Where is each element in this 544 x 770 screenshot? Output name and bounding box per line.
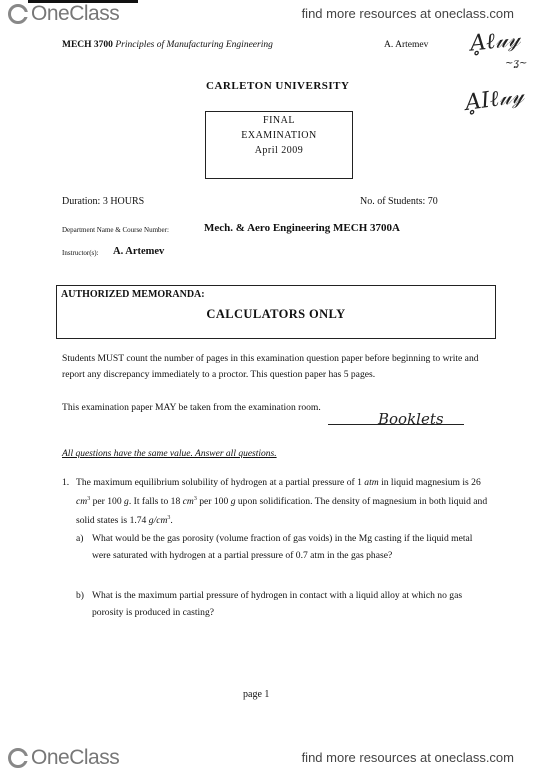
student-count: No. of Students: 70 (360, 196, 438, 207)
oneclass-logo-text: OneClass (31, 2, 120, 25)
q-text-part: per 100 (196, 496, 231, 508)
signature-mark: ḀIℓ𝓊𝓎 (463, 83, 526, 116)
top-banner (0, 0, 544, 30)
exam-title-box (205, 111, 353, 179)
handwritten-note: Booklets (378, 410, 444, 428)
all-questions-note: All questions have the same value. Answer all questions. (62, 449, 277, 459)
q-text-part: in liquid magnesium is 26 (378, 477, 481, 488)
department-label: Department Name & Course Number: (62, 226, 169, 234)
subquestion-a-text: What would be the gas porosity (volume fraction of gas voids) in the Mg casting if the liquid metal were saturated with hydrogen at a partial pressure of 0.7 atm in the gas phase? (92, 533, 473, 561)
course-code: MECH 3700 (62, 40, 113, 50)
oneclass-logo[interactable] (8, 746, 119, 770)
exam-box-line: EXAMINATION (241, 130, 317, 141)
q-unit: g (230, 496, 236, 508)
q-text-part: . (170, 515, 173, 527)
q-unit: g (124, 496, 129, 508)
q-unit: atm (364, 477, 379, 488)
find-resources-link[interactable]: find more resources at oneclass.com (301, 750, 514, 765)
oneclass-logo-icon (8, 748, 28, 768)
oneclass-logo-text: OneClass (31, 746, 120, 769)
q-text-part: per 100 (90, 496, 125, 508)
subquestion-b-label: b) (76, 590, 84, 601)
oneclass-logo-icon (8, 4, 28, 24)
memoranda-box (56, 285, 496, 339)
signature-mark: Ḁℓ𝓊𝓎 (468, 26, 522, 57)
subquestion-a-label: a) (76, 533, 84, 544)
department-value: Mech. & Aero Engineering MECH 3700A (204, 222, 400, 234)
instructions-paragraph: Students MUST count the number of pages in this examination question paper before beginning to write and report any discrepancy immediately to a proctor. This question paper has 5 pages. (62, 353, 479, 380)
subquestion-b-text: What is the maximum partial pressure of hydrogen in contact with a liquid alloy at which no gas porosity is produced in casting? (92, 590, 463, 618)
oneclass-logo[interactable] (8, 2, 119, 26)
find-resources-link[interactable]: find more resources at oneclass.com (301, 6, 514, 21)
exam-duration: Duration: 3 HOURS (62, 196, 145, 207)
course-name: Principles of Manufacturing Engineering (115, 40, 273, 50)
bottom-banner (0, 740, 544, 770)
exam-box-line: FINAL (263, 115, 295, 126)
q-unit: cm (76, 496, 88, 508)
page-number: page 1 (243, 689, 270, 700)
q-unit: g/cm (148, 515, 168, 527)
q-text-part: . It falls to 18 (128, 496, 183, 508)
removal-statement: This examination paper MAY be taken from the examination room. (62, 402, 321, 413)
course-header (62, 40, 273, 50)
university-name: CARLETON UNIVERSITY (206, 80, 350, 92)
header-author: A. Artemev (384, 40, 429, 50)
memoranda-title: AUTHORIZED MEMORANDA: (61, 289, 205, 300)
exam-box-line: April 2009 (254, 145, 304, 156)
q-text-part: upon solidification. The density of magnesium in both liquid and solid states is 1.74 (76, 496, 488, 527)
question-number: 1. (62, 477, 70, 488)
instructor-label: Instructor(s): (62, 249, 99, 257)
memoranda-content: CALCULATORS ONLY (206, 307, 346, 321)
q-text-part: The maximum equilibrium solubility of hydrogen at a partial pressure of 1 (76, 477, 365, 488)
q-unit: cm (182, 496, 194, 508)
question-text: The maximum equilibrium solubility of hydrogen at a partial pressure of 1 atm in liquid magnesium is 26 $cm^3$ per 100 g. It falls to 18 $cm^3$ per 100 g upon solidification. The density of magnesium in both liquid and solid states is 1.74 $g/cm^3$. (76, 477, 488, 527)
signature-scribble: ~ʓ~ (505, 58, 528, 69)
instructor-value: A. Artemev (113, 246, 165, 257)
